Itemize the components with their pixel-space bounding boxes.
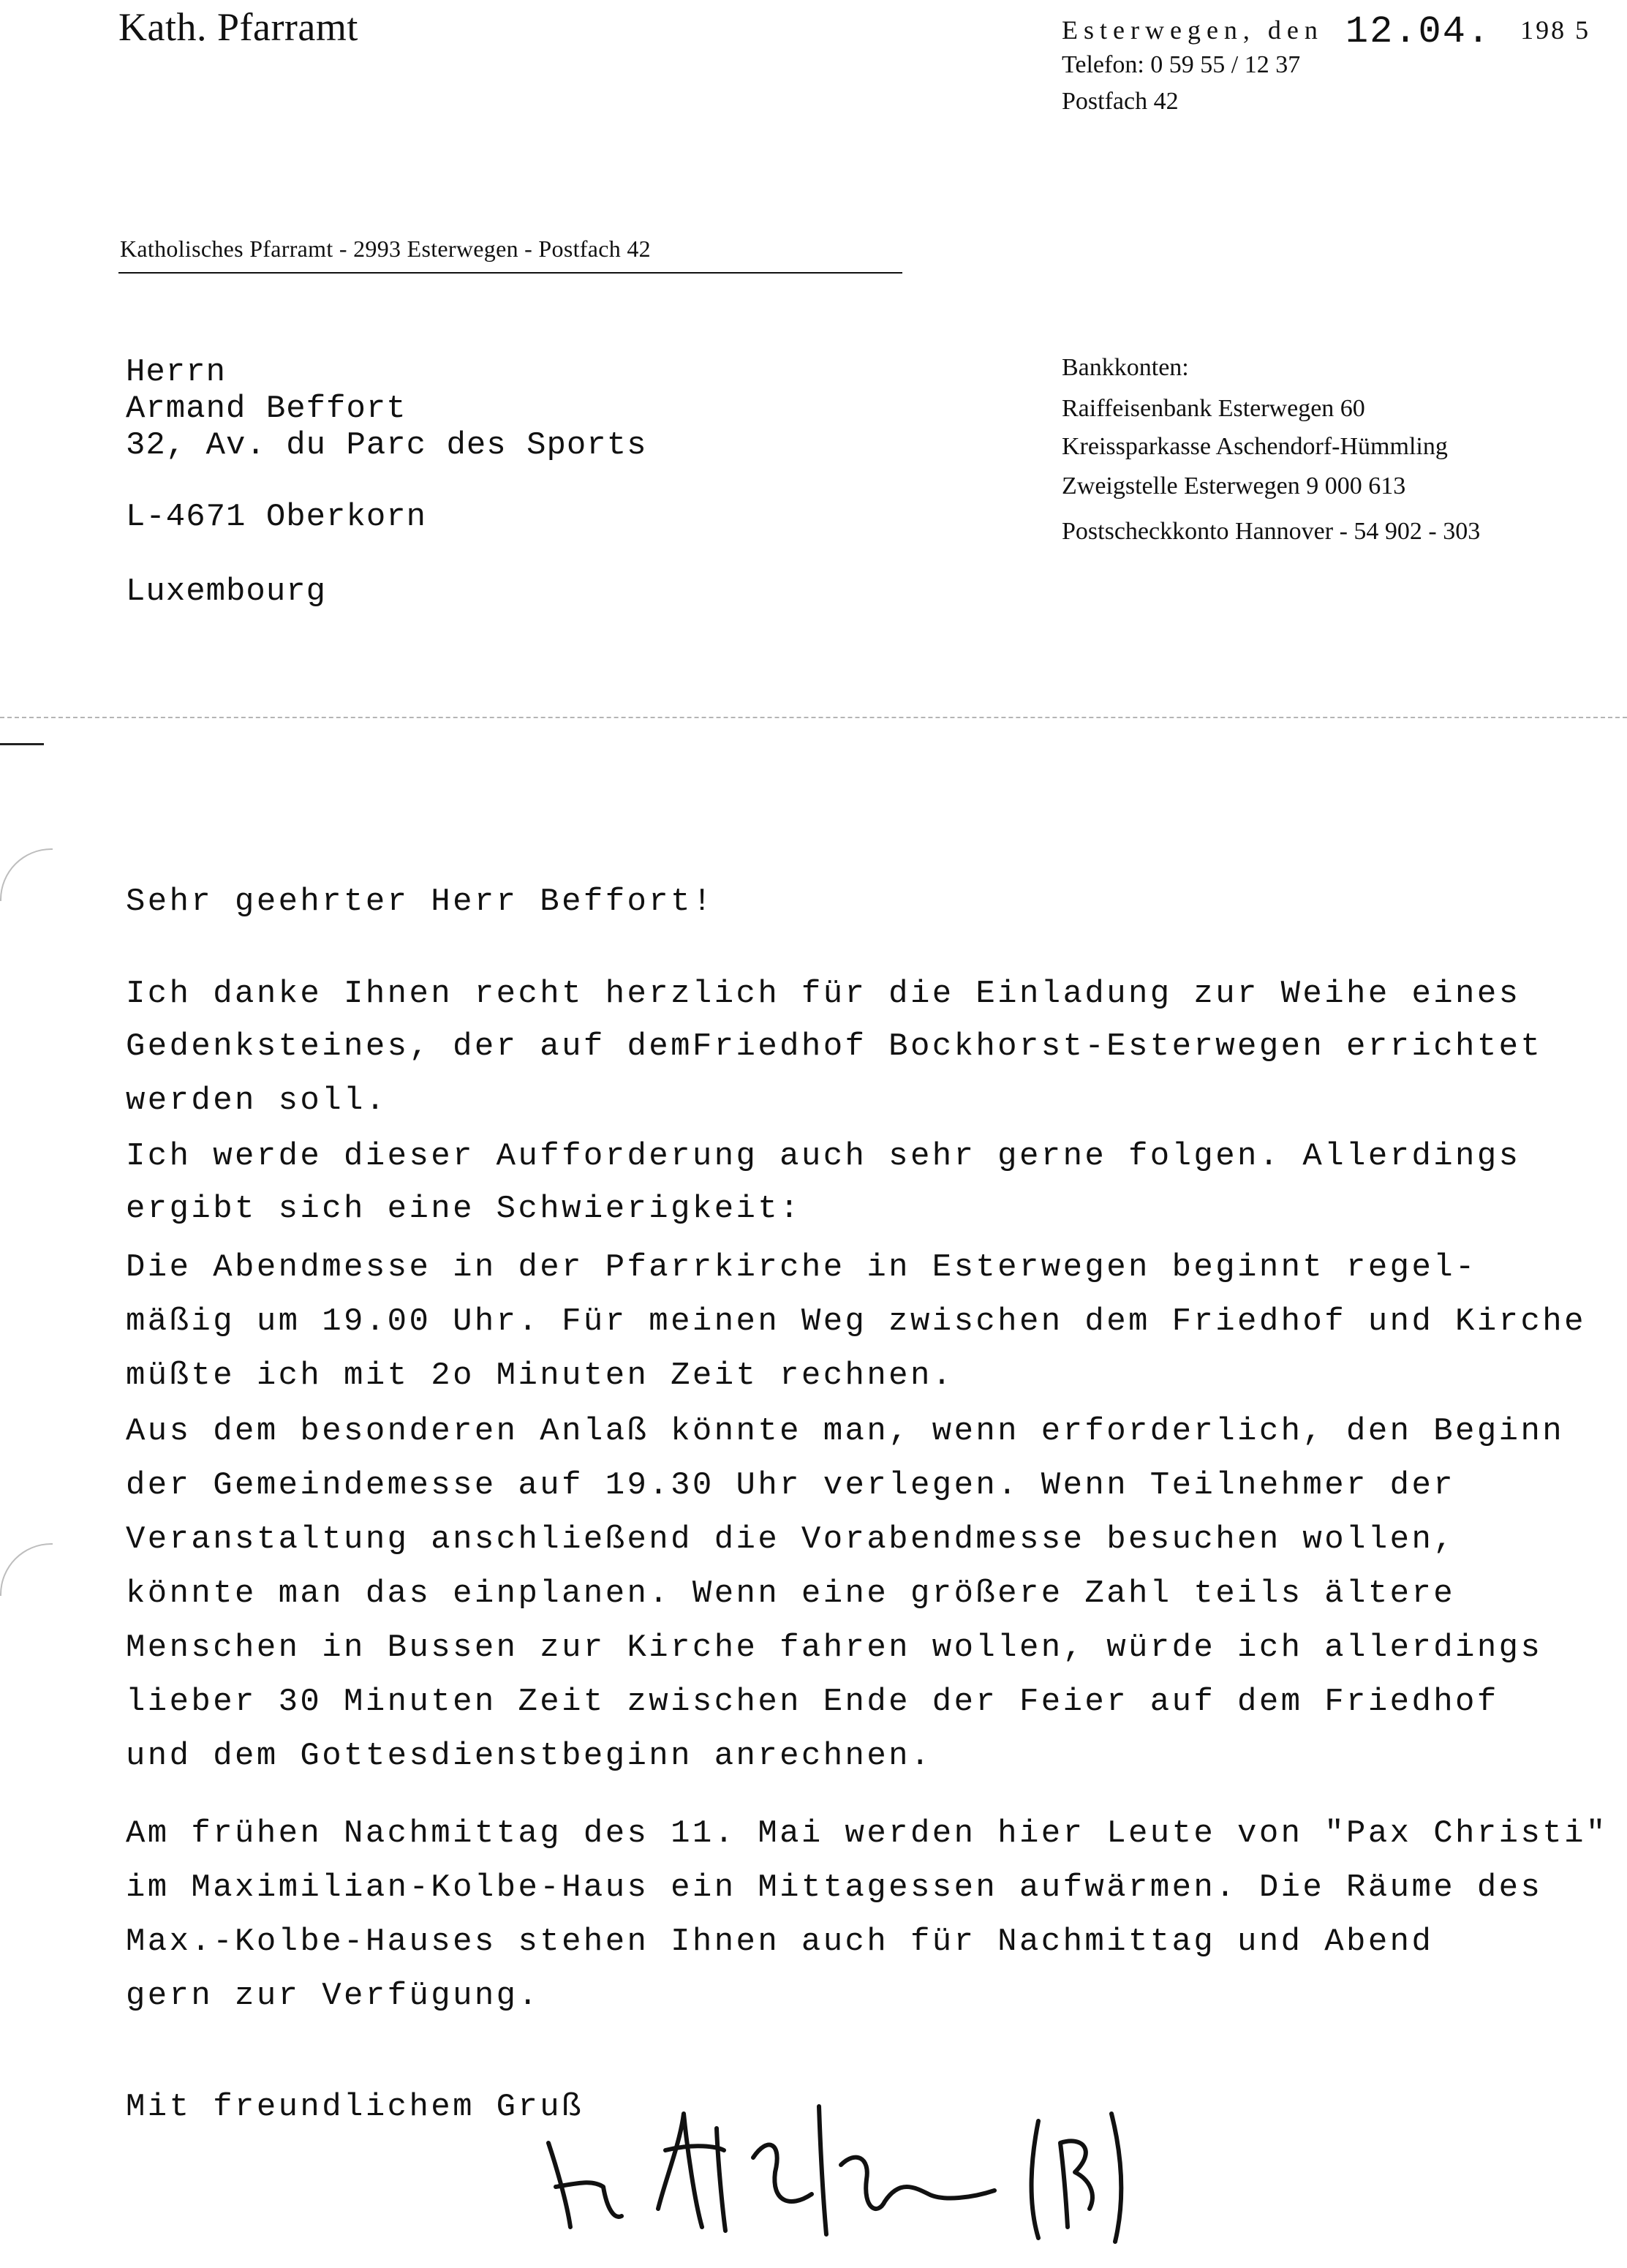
body-line: Am frühen Nachmittag des 11. Mai werden hier Leute von "Pax Christi" — [126, 1815, 1608, 1852]
letter-date: 12.04. — [1345, 10, 1492, 53]
body-line: Veranstaltung anschließend die Vorabendmesse besuchen wollen, — [126, 1521, 1456, 1558]
letter-year: 198 5 — [1520, 15, 1591, 45]
letterhead-phone: Telefon: 0 59 55 / 12 37 — [1062, 51, 1301, 78]
body-line: Menschen in Bussen zur Kirche fahren wollen, würde ich allerdings — [126, 1630, 1543, 1666]
bank-line: Raiffeisenbank Esterwegen 60 — [1062, 395, 1365, 422]
body-line: lieber 30 Minuten Zeit zwischen Ende der Feier auf dem Friedhof — [126, 1684, 1499, 1720]
body-line: Gedenksteines, der auf demFriedhof Bockhorst-Esterwegen errichtet — [126, 1028, 1543, 1065]
recipient-line: 32, Av. du Parc des Sports — [126, 427, 647, 464]
letter-place-date — [1062, 7, 1591, 53]
bank-line: Zweigstelle Esterwegen 9 000 613 — [1062, 472, 1406, 500]
body-line: mäßig um 19.00 Uhr. Für meinen Weg zwischen dem Friedhof und Kirche — [126, 1303, 1586, 1340]
body-line: im Maximilian-Kolbe-Haus ein Mittagessen aufwärmen. Die Räume des — [126, 1869, 1543, 1906]
fold-margin-mark — [0, 743, 44, 745]
return-address-rule — [118, 272, 902, 274]
punch-hole-mark — [0, 848, 53, 901]
body-line: Die Abendmesse in der Pfarrkirche in Esterwegen beginnt regel- — [126, 1249, 1477, 1286]
body-line: Ich werde dieser Aufforderung auch sehr gerne folgen. Allerdings — [126, 1138, 1521, 1175]
letterhead-org-name: Kath. Pfarramt — [118, 5, 358, 49]
bank-line: Kreissparkasse Aschendorf-Hümmling — [1062, 433, 1448, 460]
punch-hole-mark — [0, 1543, 53, 1596]
salutation: Sehr geehrter Herr Beffort! — [126, 884, 714, 920]
body-line: der Gemeindemesse auf 19.30 Uhr verlegen. Wenn Teilnehmer der — [126, 1467, 1456, 1504]
body-line: könnte man das einplanen. Wenn eine größere Zahl teils ältere — [126, 1575, 1456, 1612]
closing: Mit freundlichem Gruß — [126, 2089, 584, 2125]
letter-place: Esterwegen, den — [1062, 15, 1324, 45]
body-line: werden soll. — [126, 1082, 388, 1119]
letterhead-pobox: Postfach 42 — [1062, 88, 1179, 115]
recipient-line: Herrn — [126, 354, 227, 391]
fold-line — [0, 717, 1627, 718]
body-line: Aus dem besonderen Anlaß könnte man, wenn erforderlich, den Beginn — [126, 1413, 1565, 1450]
bank-line: Postscheckkonto Hannover - 54 902 - 303 — [1062, 518, 1481, 545]
recipient-line: Luxembourg — [126, 573, 327, 610]
recipient-line: Armand Beffort — [126, 391, 407, 427]
bank-title: Bankkonten: — [1062, 354, 1189, 381]
body-line: und dem Gottesdienstbeginn anrechnen. — [126, 1738, 932, 1774]
body-line: müßte ich mit 2o Minuten Zeit rechnen. — [126, 1357, 954, 1394]
body-line: gern zur Verfügung. — [126, 1978, 540, 2014]
handwritten-signature — [534, 2099, 1133, 2253]
recipient-line: L-4671 Oberkorn — [126, 499, 427, 535]
return-address: Katholisches Pfarramt - 2993 Esterwegen - Postfach 42 — [120, 236, 651, 262]
body-line: ergibt sich eine Schwierigkeit: — [126, 1191, 801, 1227]
body-line: Max.-Kolbe-Hauses stehen Ihnen auch für Nachmittag und Abend — [126, 1924, 1434, 1960]
body-line: Ich danke Ihnen recht herzlich für die Einladung zur Weihe eines — [126, 976, 1521, 1012]
